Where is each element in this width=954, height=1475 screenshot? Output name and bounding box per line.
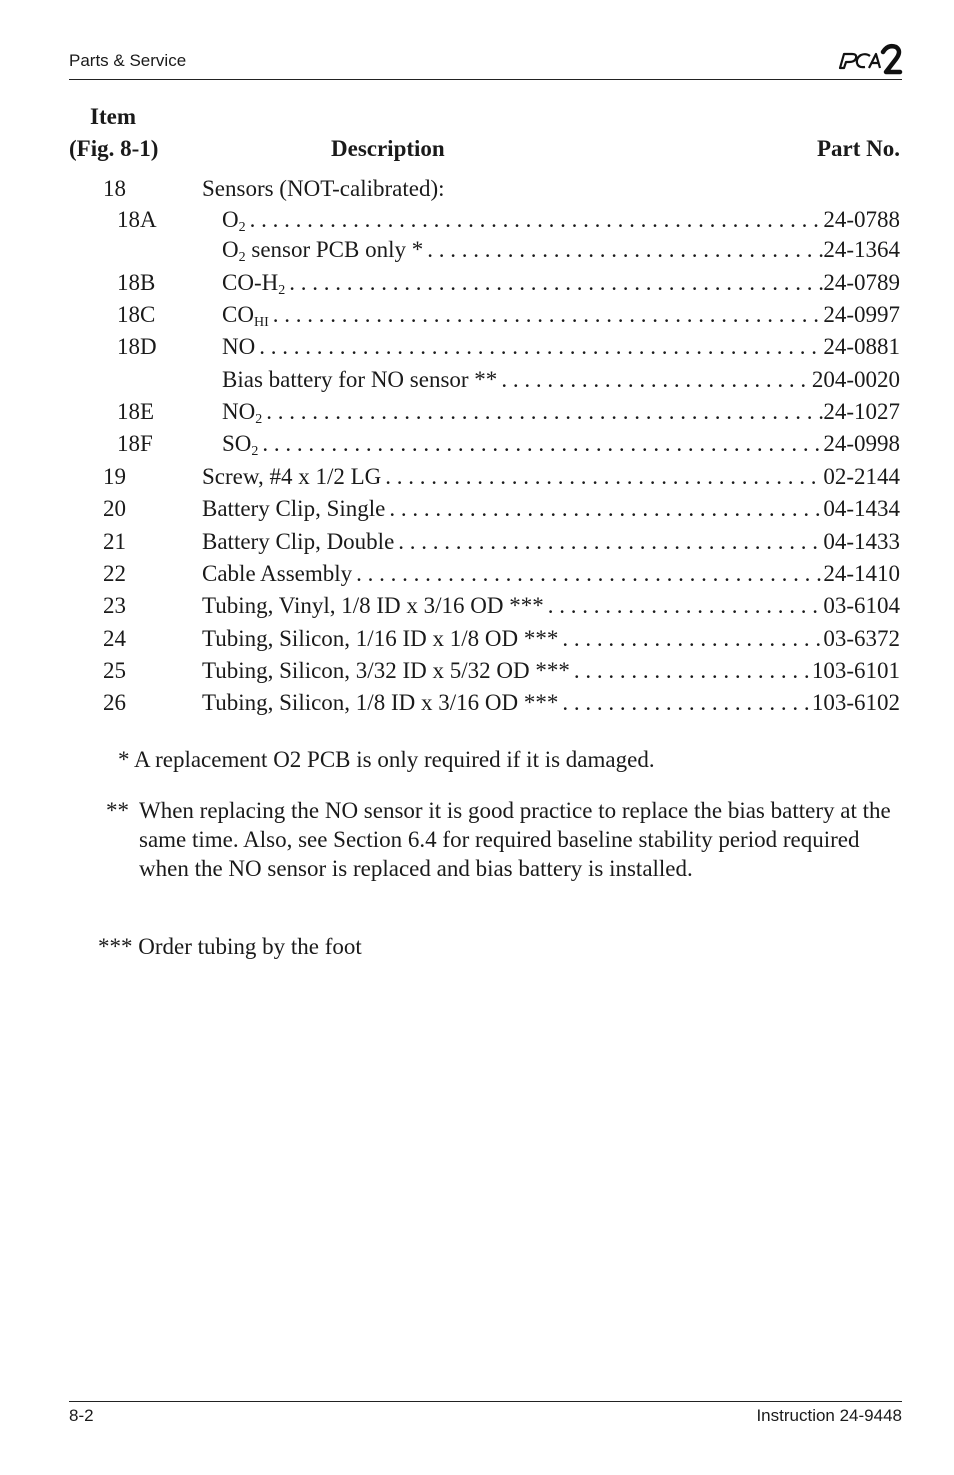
column-header-description: Description <box>331 136 445 161</box>
dot-leader <box>548 593 824 619</box>
part-number: 103-6101 <box>811 658 900 683</box>
item-number: 20 <box>103 496 126 521</box>
part-number: 04-1433 <box>823 529 900 554</box>
item-description: Tubing, Silicon, 1/16 ID x 1/8 OD *** <box>202 626 559 651</box>
item-description-line <box>202 690 900 716</box>
column-header-part-number: Part No. <box>816 136 900 161</box>
item-description: Tubing, Vinyl, 1/8 ID x 3/16 OD *** <box>202 593 544 618</box>
footnote-single-asterisk: * A replacement O2 PCB is only required if it is damaged. <box>118 747 655 772</box>
item-description: Cable Assembly <box>202 561 353 586</box>
item-description: $O_2$ <box>222 207 246 235</box>
item-number: 24 <box>103 626 126 651</box>
part-number: 24-1027 <box>823 399 900 424</box>
dot-leader <box>574 658 812 684</box>
footer-rule <box>69 1401 902 1402</box>
item-description-line <box>202 593 900 619</box>
part-number: 24-0788 <box>823 207 900 232</box>
pca2-logo <box>836 42 904 78</box>
dot-leader <box>398 529 823 555</box>
footnote-text: When replacing the NO sensor it is good practice to replace the bias battery at the same time. Also, see Section 6.4 for required baseline stability period required when the NO sensor is replaced and bias battery is installed. <box>139 798 891 881</box>
part-number: 103-6102 <box>811 690 900 715</box>
item-description-line <box>222 237 900 263</box>
table-row <box>0 626 954 658</box>
item-description-line <box>222 302 900 328</box>
table-row <box>0 302 954 334</box>
part-number: 24-0997 <box>823 302 900 327</box>
header-rule <box>69 79 902 80</box>
item-number: 18E <box>117 399 155 424</box>
table-row <box>0 270 954 302</box>
table-row <box>0 529 954 561</box>
item-description: $CO-H_2$ <box>222 270 286 298</box>
item-number: 18B <box>117 270 156 295</box>
item-description: $CO_{HI}$ <box>222 302 269 330</box>
item-number: 18D <box>117 334 157 359</box>
table-row <box>0 207 954 239</box>
item-description: NO <box>222 334 256 359</box>
dot-leader <box>501 367 812 393</box>
footnote-marker: ** <box>106 798 129 823</box>
footer-page-number: 8-2 <box>69 1406 94 1425</box>
table-row <box>0 658 954 690</box>
part-number: 03-6372 <box>823 626 900 651</box>
column-header-item: Item <box>90 104 136 129</box>
footnote-triple-asterisk: *** Order tubing by the foot <box>98 934 362 959</box>
item-number: 21 <box>103 529 126 554</box>
part-number: 04-1434 <box>823 496 900 521</box>
part-number: 24-1364 <box>823 237 900 262</box>
part-number: 03-6104 <box>823 593 900 618</box>
footer-document-number: Instruction 24-9448 <box>756 1406 902 1425</box>
item-description: Sensors (NOT-calibrated): <box>202 176 445 201</box>
table-row <box>0 496 954 528</box>
dot-leader <box>266 399 823 425</box>
item-description: Screw, #4 x 1/2 LG <box>202 464 382 489</box>
table-row <box>0 367 954 399</box>
dot-leader <box>262 431 823 457</box>
dot-leader <box>273 302 824 328</box>
table-row <box>0 176 954 208</box>
table-row <box>0 334 954 366</box>
item-description-line <box>202 658 900 684</box>
part-number: 24-0789 <box>823 270 900 295</box>
item-description: Bias battery for NO sensor ** <box>222 367 498 392</box>
dot-leader <box>389 496 823 522</box>
item-description: Battery Clip, Single <box>202 496 386 521</box>
part-number: 24-0881 <box>823 334 900 359</box>
item-description: $O_2$ sensor PCB only * <box>222 237 424 265</box>
item-description: $SO_2$ <box>222 431 259 459</box>
table-row <box>0 431 954 463</box>
table-row <box>0 237 954 269</box>
item-description: Tubing, Silicon, 3/32 ID x 5/32 OD *** <box>202 658 570 683</box>
item-number: 18 <box>103 176 126 201</box>
table-row <box>0 399 954 431</box>
item-description-line <box>222 207 900 233</box>
item-number: 25 <box>103 658 126 683</box>
dot-leader <box>427 237 823 263</box>
table-row <box>0 464 954 496</box>
part-number: 02-2144 <box>823 464 900 489</box>
part-number: 24-1410 <box>823 561 900 586</box>
item-description-line <box>202 464 900 490</box>
item-description-line <box>222 334 900 360</box>
table-row <box>0 690 954 722</box>
item-description-line <box>202 496 900 522</box>
item-number: 18C <box>117 302 156 327</box>
table-row <box>0 561 954 593</box>
item-description-line <box>202 561 900 587</box>
item-number: 18A <box>117 207 157 232</box>
item-description: Battery Clip, Double <box>202 529 395 554</box>
item-description-line <box>222 270 900 296</box>
dot-leader <box>562 690 812 716</box>
dot-leader <box>250 207 824 233</box>
dot-leader <box>289 270 823 296</box>
item-description-line <box>202 626 900 652</box>
item-description-line <box>202 529 900 555</box>
item-description-line <box>202 176 900 202</box>
item-number: 18F <box>117 431 153 456</box>
item-description-line <box>222 399 900 425</box>
table-row <box>0 593 954 625</box>
item-description-line <box>222 367 900 393</box>
dot-leader <box>562 626 823 652</box>
dot-leader <box>259 334 823 360</box>
item-number: 26 <box>103 690 126 715</box>
column-header-item-figure: (Fig. 8-1) <box>69 136 159 161</box>
dot-leader <box>356 561 823 587</box>
item-description: Tubing, Silicon, 1/8 ID x 3/16 OD *** <box>202 690 559 715</box>
item-description: $NO_2$ <box>222 399 263 427</box>
part-number: 204-0020 <box>811 367 900 392</box>
part-number: 24-0998 <box>823 431 900 456</box>
item-number: 23 <box>103 593 126 618</box>
dot-leader <box>385 464 823 490</box>
item-number: 22 <box>103 561 126 586</box>
header-section-title: Parts & Service <box>69 51 187 70</box>
item-number: 19 <box>103 464 126 489</box>
item-description-line <box>222 431 900 457</box>
